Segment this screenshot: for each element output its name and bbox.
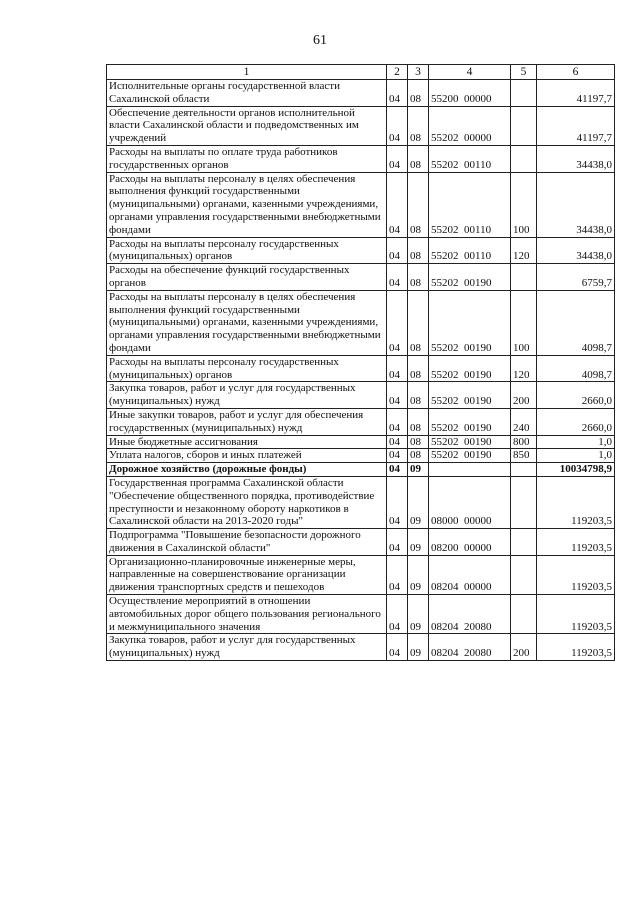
row-section: 04	[387, 145, 408, 172]
row-amount: 119203,5	[537, 634, 615, 661]
header-col-3: 3	[408, 65, 429, 80]
row-amount: 119203,5	[537, 555, 615, 594]
row-expense-type	[511, 463, 537, 477]
row-subsection: 09	[408, 476, 429, 528]
table-body	[107, 80, 615, 661]
row-amount: 41197,7	[537, 106, 615, 145]
row-section: 04	[387, 476, 408, 528]
row-expense-type: 100	[511, 290, 537, 355]
row-target-article: 55202 00190	[429, 408, 511, 435]
row-target-article: 55202 00000	[429, 106, 511, 145]
row-subsection: 08	[408, 80, 429, 107]
row-expense-type: 200	[511, 634, 537, 661]
row-subsection: 08	[408, 449, 429, 463]
row-amount: 119203,5	[537, 529, 615, 556]
row-amount: 41197,7	[537, 80, 615, 107]
row-name: Расходы на выплаты персоналу государственных (муниципальных) органов	[107, 237, 387, 264]
row-section: 04	[387, 435, 408, 449]
row-target-article: 55202 00110	[429, 237, 511, 264]
row-amount: 2660,0	[537, 408, 615, 435]
table-row	[107, 595, 615, 634]
row-subsection: 08	[408, 290, 429, 355]
row-name: Осуществление мероприятий в отношении автомобильных дорог общего пользования регионального и межмуниципального значения	[107, 595, 387, 634]
row-expense-type: 120	[511, 355, 537, 382]
row-subsection: 08	[408, 145, 429, 172]
row-name: Организационно-планировочные инженерные меры, направленные на совершенствование организации движения транспортных средств и пешеходов	[107, 555, 387, 594]
row-section: 04	[387, 449, 408, 463]
row-section: 04	[387, 463, 408, 477]
row-amount: 2660,0	[537, 382, 615, 409]
row-amount: 4098,7	[537, 355, 615, 382]
row-subsection: 09	[408, 463, 429, 477]
row-section: 04	[387, 172, 408, 237]
row-subsection: 09	[408, 529, 429, 556]
table-row	[107, 145, 615, 172]
row-target-article: 08204 00000	[429, 555, 511, 594]
row-target-article: 08204 20080	[429, 634, 511, 661]
row-expense-type	[511, 264, 537, 291]
row-amount: 119203,5	[537, 476, 615, 528]
row-expense-type	[511, 145, 537, 172]
row-target-article: 55202 00110	[429, 145, 511, 172]
row-expense-type: 120	[511, 237, 537, 264]
row-subsection: 08	[408, 106, 429, 145]
row-amount: 6759,7	[537, 264, 615, 291]
table-row	[107, 290, 615, 355]
table-row	[107, 529, 615, 556]
row-expense-type	[511, 476, 537, 528]
row-expense-type	[511, 106, 537, 145]
row-amount: 4098,7	[537, 290, 615, 355]
row-amount: 1,0	[537, 435, 615, 449]
row-expense-type	[511, 555, 537, 594]
row-subsection: 09	[408, 595, 429, 634]
table-row	[107, 463, 615, 477]
row-expense-type	[511, 80, 537, 107]
row-target-article: 55202 00190	[429, 355, 511, 382]
row-subsection: 08	[408, 264, 429, 291]
row-section: 04	[387, 408, 408, 435]
table-row	[107, 80, 615, 107]
row-subsection: 08	[408, 382, 429, 409]
row-amount: 34438,0	[537, 237, 615, 264]
row-expense-type	[511, 595, 537, 634]
row-expense-type	[511, 529, 537, 556]
table-row	[107, 476, 615, 528]
row-target-article: 08200 00000	[429, 529, 511, 556]
header-col-4: 4	[429, 65, 511, 80]
table-row	[107, 106, 615, 145]
row-name: Иные закупки товаров, работ и услуг для обеспечения государственных (муниципальных) нужд	[107, 408, 387, 435]
row-amount: 1,0	[537, 449, 615, 463]
row-subsection: 08	[408, 355, 429, 382]
row-section: 04	[387, 382, 408, 409]
table-row	[107, 264, 615, 291]
row-target-article: 55202 00190	[429, 435, 511, 449]
row-section: 04	[387, 264, 408, 291]
row-target-article: 55202 00190	[429, 382, 511, 409]
page-number: 61	[313, 33, 327, 48]
row-name: Расходы на выплаты персоналу в целях обеспечения выполнения функций государственными (муниципальными) органами, казенными учреждениями, органами управления государственными внебюджетными фондами	[107, 172, 387, 237]
row-section: 04	[387, 237, 408, 264]
header-col-1: 1	[107, 65, 387, 80]
row-name: Расходы на обеспечение функций государственных органов	[107, 264, 387, 291]
row-name: Государственная программа Сахалинской области "Обеспечение общественного порядка, противодействие преступности и незаконному обороту наркотиков в Сахалинской области на 2013-2020 годы"	[107, 476, 387, 528]
row-name: Закупка товаров, работ и услуг для государственных (муниципальных) нужд	[107, 382, 387, 409]
table-row	[107, 355, 615, 382]
row-expense-type: 100	[511, 172, 537, 237]
table-row	[107, 435, 615, 449]
table-header	[107, 65, 615, 80]
row-expense-type: 850	[511, 449, 537, 463]
row-section: 04	[387, 634, 408, 661]
row-section: 04	[387, 290, 408, 355]
table-row	[107, 449, 615, 463]
row-subsection: 08	[408, 408, 429, 435]
table-row	[107, 634, 615, 661]
row-name: Уплата налогов, сборов и иных платежей	[107, 449, 387, 463]
row-section: 04	[387, 106, 408, 145]
header-col-6: 6	[537, 65, 615, 80]
row-target-article: 55202 00190	[429, 264, 511, 291]
table-row	[107, 172, 615, 237]
table-row	[107, 382, 615, 409]
row-section: 04	[387, 355, 408, 382]
table-row	[107, 555, 615, 594]
row-subsection: 09	[408, 555, 429, 594]
row-subsection: 08	[408, 172, 429, 237]
header-col-5: 5	[511, 65, 537, 80]
row-expense-type: 240	[511, 408, 537, 435]
row-target-article: 08000 00000	[429, 476, 511, 528]
row-target-article	[429, 463, 511, 477]
table-row	[107, 408, 615, 435]
row-expense-type: 200	[511, 382, 537, 409]
row-section: 04	[387, 529, 408, 556]
row-name: Расходы на выплаты персоналу государственных (муниципальных) органов	[107, 355, 387, 382]
row-amount: 10034798,9	[537, 463, 615, 477]
row-name: Дорожное хозяйство (дорожные фонды)	[107, 463, 387, 477]
table-row	[107, 237, 615, 264]
row-name: Обеспечение деятельности органов исполнительной власти Сахалинской области и подведомственных им учреждений	[107, 106, 387, 145]
row-target-article: 08204 20080	[429, 595, 511, 634]
budget-table	[106, 64, 615, 661]
row-expense-type: 800	[511, 435, 537, 449]
row-target-article: 55202 00190	[429, 290, 511, 355]
row-target-article: 55202 00190	[429, 449, 511, 463]
row-target-article: 55200 00000	[429, 80, 511, 107]
row-subsection: 09	[408, 634, 429, 661]
row-name: Подпрограмма "Повышение безопасности дорожного движения в Сахалинской области"	[107, 529, 387, 556]
row-name: Исполнительные органы государственной власти Сахалинской области	[107, 80, 387, 107]
row-amount: 34438,0	[537, 172, 615, 237]
row-name: Расходы на выплаты персоналу в целях обеспечения выполнения функций государственными (муниципальными) органами, казенными учреждениями, органами управления государственными внебюджетными фондами	[107, 290, 387, 355]
header-col-2: 2	[387, 65, 408, 80]
row-section: 04	[387, 595, 408, 634]
row-target-article: 55202 00110	[429, 172, 511, 237]
row-name: Закупка товаров, работ и услуг для государственных (муниципальных) нужд	[107, 634, 387, 661]
row-section: 04	[387, 555, 408, 594]
row-name: Иные бюджетные ассигнования	[107, 435, 387, 449]
row-section: 04	[387, 80, 408, 107]
header-row	[107, 65, 615, 80]
row-subsection: 08	[408, 435, 429, 449]
row-amount: 34438,0	[537, 145, 615, 172]
row-subsection: 08	[408, 237, 429, 264]
row-name: Расходы на выплаты по оплате труда работников государственных органов	[107, 145, 387, 172]
row-amount: 119203,5	[537, 595, 615, 634]
